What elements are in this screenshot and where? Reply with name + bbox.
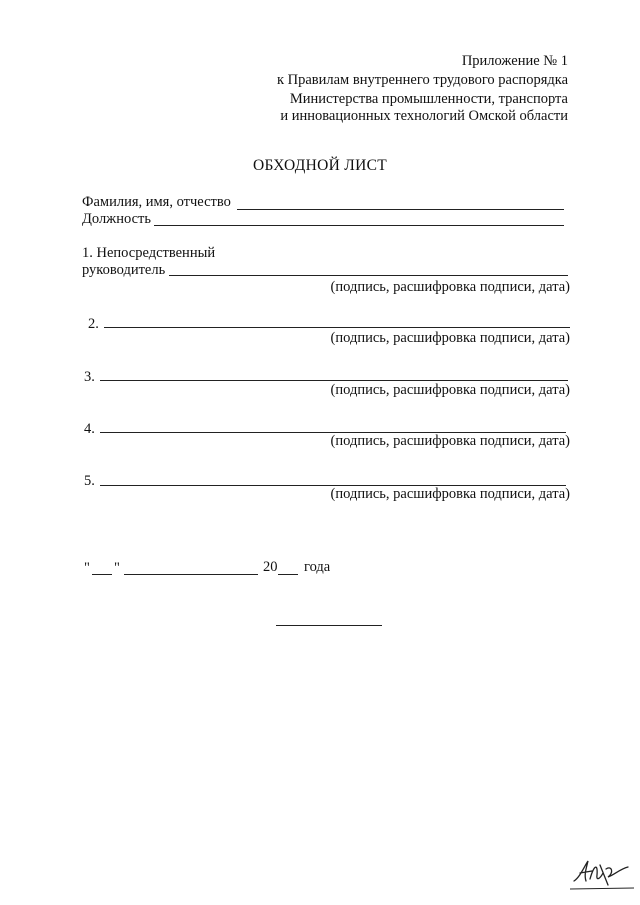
entry-2-number: 2. <box>88 316 99 332</box>
date-day-line[interactable] <box>92 574 112 575</box>
entry-3-signature-hint: (подпись, расшифровка подписи, дата) <box>330 382 570 398</box>
appendix-ministry-line: Министерства промышленности, транспорта <box>289 91 568 107</box>
handwritten-initials-icon <box>570 855 634 891</box>
date-year-prefix: 20 <box>263 559 278 575</box>
date-month-line[interactable] <box>124 574 258 575</box>
entry-5-signature-hint: (подпись, расшифровка подписи, дата) <box>330 486 570 502</box>
entry-1-signature-hint: (подпись, расшифровка подписи, дата) <box>330 279 570 295</box>
entry-1-label-line1: 1. Непосредственный <box>82 245 216 261</box>
date-quote-open: " <box>84 560 90 576</box>
bottom-short-line <box>276 625 382 626</box>
entry-1-label-line2: руководитель <box>82 262 166 278</box>
appendix-region-line: и инновационных технологий Омской области <box>280 108 568 124</box>
entry-2-signature-hint: (подпись, расшифровка подписи, дата) <box>330 330 570 346</box>
appendix-number: Приложение № 1 <box>461 53 568 69</box>
entry-1-line[interactable] <box>169 275 568 276</box>
position-label: Должность <box>82 211 151 227</box>
entry-4-signature-hint: (подпись, расшифровка подписи, дата) <box>330 433 570 449</box>
entry-2-line[interactable] <box>104 327 570 328</box>
position-line[interactable] <box>154 225 564 226</box>
fio-label: Фамилия, имя, отчество <box>82 194 231 210</box>
entry-4-number: 4. <box>84 421 95 437</box>
entry-3-line[interactable] <box>100 380 568 381</box>
fio-line[interactable] <box>237 209 564 210</box>
appendix-rules-line: к Правилам внутреннего трудового распорядка <box>276 72 568 88</box>
date-quote-close: " <box>114 560 120 576</box>
date-year-line[interactable] <box>278 574 298 575</box>
date-year-suffix: года <box>304 559 331 575</box>
entry-5-number: 5. <box>84 473 95 489</box>
entry-3-number: 3. <box>84 369 95 385</box>
document-title: ОБХОДНОЙ ЛИСТ <box>253 157 387 174</box>
